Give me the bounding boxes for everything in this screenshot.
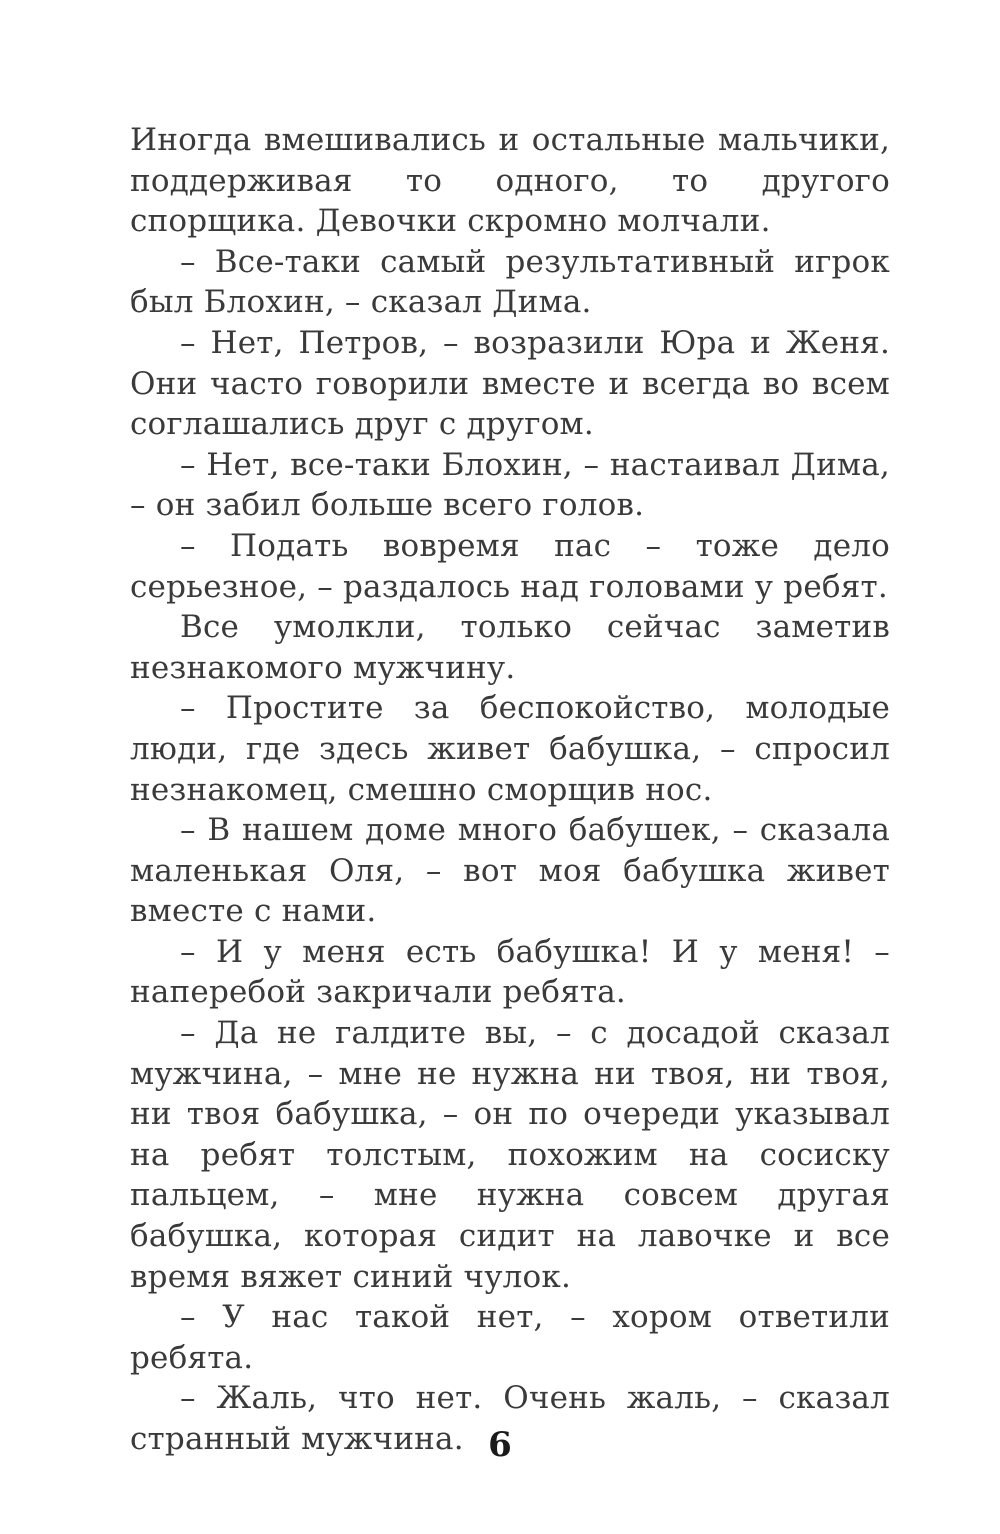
page-number: 6 (488, 1425, 512, 1465)
paragraph: – Простите за беспокойство, молодые люди, где здесь живет бабушка, – спросил незнакомец, смешно сморщив нос. (130, 690, 890, 808)
paragraph: – Жаль, что нет. Очень жаль, – сказал странный мужчина. (130, 1380, 890, 1457)
paragraph: – Да не галдите вы, – с досадой сказал мужчина, – мне не нужна ни твоя, ни твоя, ни твоя бабушка, – он по очереди указывал на ребят толстым, похожим на сосиску пальцем, – мне нужна совсем другая бабушка, которая сидит на лавочке и все время вяжет синий чулок. (130, 1015, 890, 1295)
paragraph: – У нас такой нет, – хором ответили ребята. (130, 1299, 890, 1376)
paragraph: – В нашем доме много бабушек, – сказала маленькая Оля, – вот моя бабушка живет вместе с нами. (130, 812, 890, 930)
paragraph: – И у меня есть бабушка! И у меня! – наперебой закричали ребята. (130, 933, 890, 1011)
paragraph: – Нет, все-таки Блохин, – настаивал Дима, – он забил больше всего голов. (130, 446, 890, 524)
body-text (130, 120, 890, 1460)
paragraph: – Подать вовремя пас – тоже дело серьезное, – раздалось над головами у ребят. (130, 527, 890, 605)
paragraph: – Нет, Петров, – возразили Юра и Женя. Они часто говорили вместе и всегда во всем соглашались друг с другом. (130, 324, 890, 443)
paragraph: – Все-таки самый результативный игрок был Блохин, – сказал Дима. (130, 243, 890, 321)
paragraph: Все умолкли, только сейчас заметив незнакомого мужчину. (130, 609, 890, 686)
paragraph: Иногда вмешивались и остальные мальчики, поддерживая то одного, то другого спорщика. Девочки скромно молчали. (130, 122, 890, 240)
